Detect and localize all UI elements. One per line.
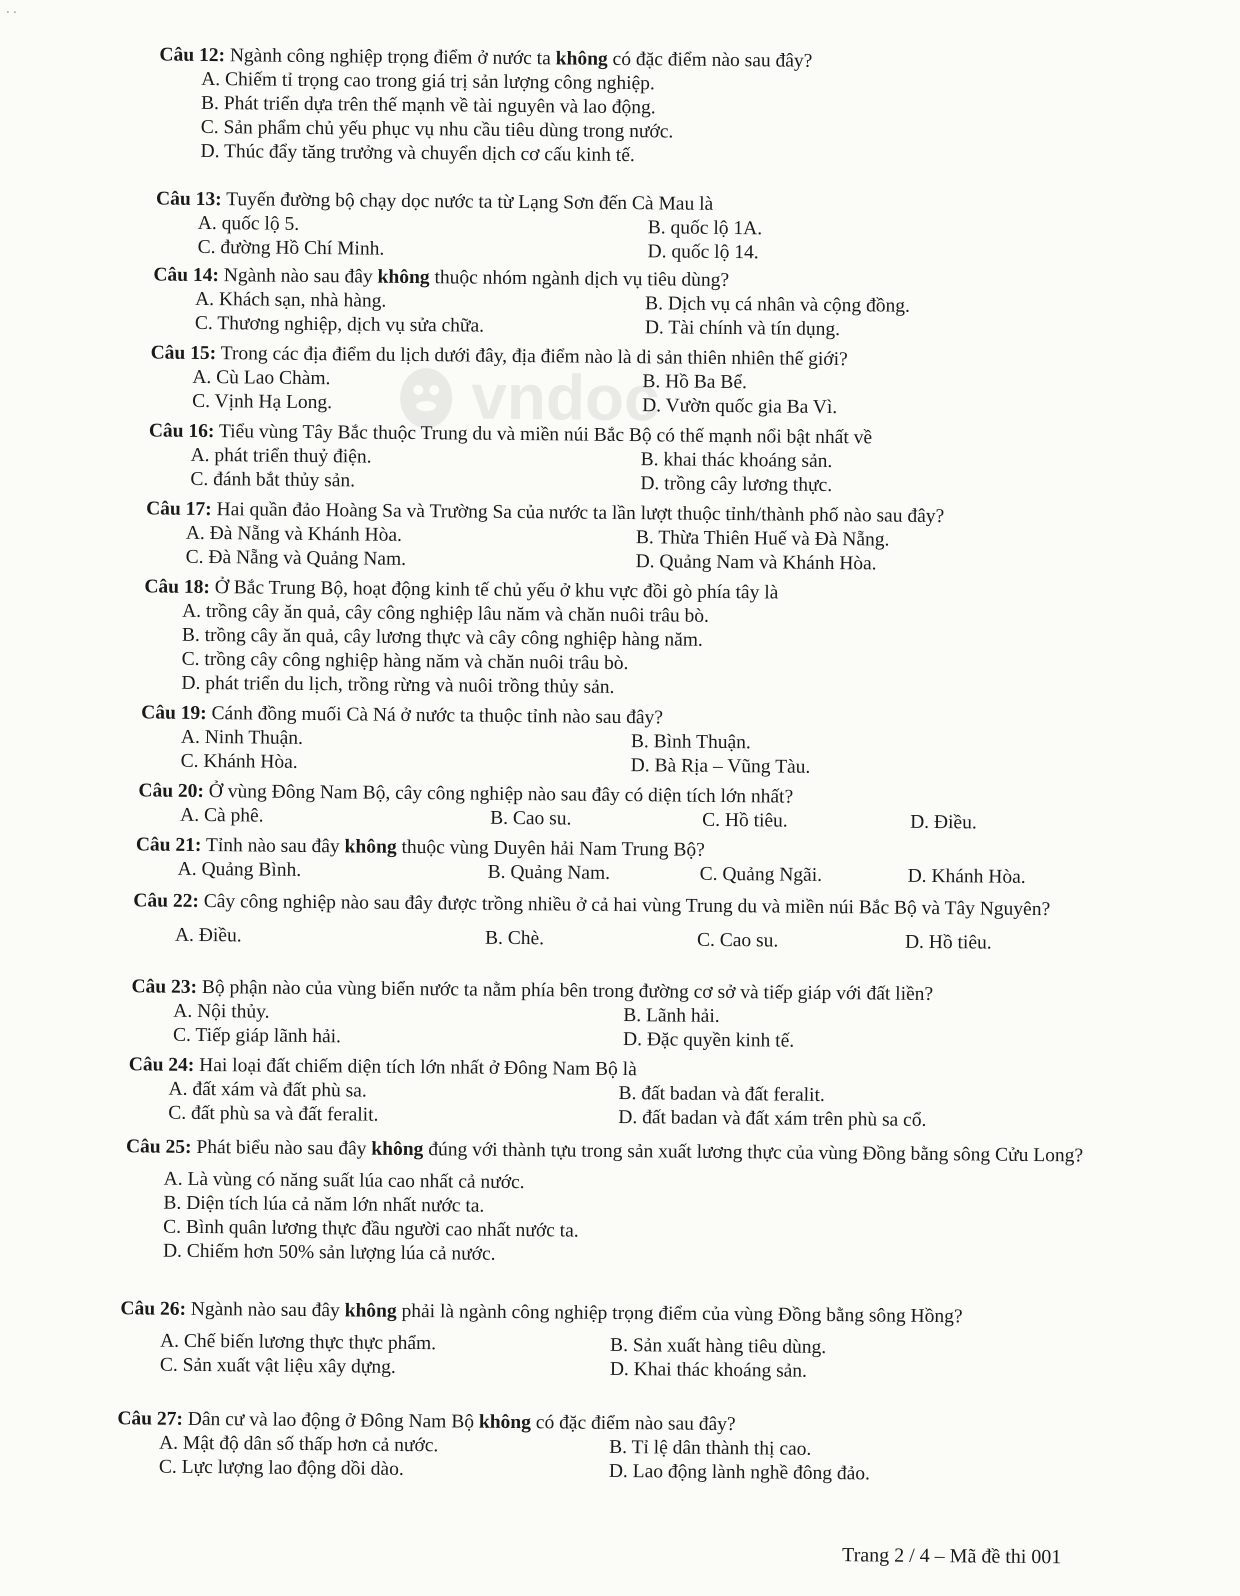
question-label: Câu 22: bbox=[133, 890, 200, 912]
option-b: B. Chè. bbox=[484, 927, 545, 950]
question-12 bbox=[158, 44, 1159, 174]
option-b: B. Diện tích lúa cả năm lớn nhất nước ta. bbox=[163, 1192, 485, 1217]
stem-text: Bộ phận nào của vùng biển nước ta nằm phía bên trong đường cơ sở và tiếp giáp với đất liền? bbox=[201, 976, 934, 1006]
stem-text: Hai quần đảo Hoàng Sa và Trường Sa của nước ta lần lượt thuộc tỉnh/thành phố nào sau đây? bbox=[216, 499, 945, 528]
emphasis-text: không bbox=[377, 266, 430, 289]
emphasis-text: không bbox=[344, 836, 397, 858]
option-a: A. phát triển thuỷ điện. bbox=[190, 444, 372, 468]
question-label: Câu 14: bbox=[153, 264, 220, 287]
question-27 bbox=[117, 1407, 1118, 1489]
option-c: C. Thương nghiệp, dịch vụ sửa chữa. bbox=[194, 312, 485, 337]
question-15 bbox=[150, 341, 1151, 423]
option-c: C. Bình quân lương thực đầu người cao nhất nước ta. bbox=[163, 1216, 579, 1242]
stem-text: có đặc điểm nào sau đây? bbox=[530, 1412, 736, 1436]
option-c: C. Vịnh Hạ Long. bbox=[192, 390, 333, 414]
option-d: D. Hồ tiêu. bbox=[904, 931, 992, 954]
stem-text: Cây công nghiệp nào sau đây được trồng nhiều ở cả hai vùng Trung du và miền núi Bắc Bộ và Tây Nguyên? bbox=[203, 890, 1051, 921]
option-d: D. Khai thác khoáng sản. bbox=[609, 1358, 808, 1382]
question-label: Câu 16: bbox=[148, 420, 215, 443]
stem-text: thuộc nhóm ngành dịch vụ tiêu dùng? bbox=[429, 267, 730, 292]
question-23 bbox=[131, 975, 1132, 1057]
stem-text: phải là ngành công nghiệp trọng điểm của vùng Đồng bằng sông Hồng? bbox=[396, 1300, 963, 1328]
option-a: A. Khách sạn, nhà hàng. bbox=[195, 288, 387, 312]
question-label: Câu 25: bbox=[125, 1136, 192, 1158]
option-c: C. đất phù sa và đất feralit. bbox=[168, 1102, 379, 1126]
option-b: B. khai thác khoáng sản. bbox=[640, 449, 833, 473]
page-footer: Trang 2 / 4 – Mã đề thi 001 bbox=[842, 1544, 1062, 1569]
question-24 bbox=[128, 1053, 1129, 1135]
question-stem bbox=[133, 889, 1113, 922]
option-a: A. Mật độ dân số thấp hơn cả nước. bbox=[159, 1432, 439, 1457]
option-c: C. trồng cây công nghiệp hàng năm và chăn nuôi trâu bò. bbox=[181, 648, 629, 675]
question-label: Câu 15: bbox=[150, 342, 217, 365]
option-a: A. Là vùng có năng suất lúa cao nhất cả nước. bbox=[163, 1168, 525, 1194]
question-13 bbox=[156, 188, 1157, 270]
stem-text: Ngành công nghiệp trọng điểm ở nước ta bbox=[229, 45, 556, 70]
stem-text: Tỉnh nào sau đây bbox=[205, 835, 345, 858]
option-a: A. Điều. bbox=[174, 924, 242, 947]
option-a: A. Cù Lao Chàm. bbox=[192, 366, 331, 390]
question-label: Câu 27: bbox=[117, 1408, 184, 1430]
option-d: D. phát triển du lịch, trồng rừng và nuôi trồng thủy sản. bbox=[181, 672, 615, 698]
stem-text: Trong các địa điểm du lịch dưới đây, địa điểm nào là di sản thiên nhiên thế giới? bbox=[220, 343, 848, 371]
option-c: C. Quảng Ngãi. bbox=[699, 863, 823, 886]
watermark-text: vndoc bbox=[470, 360, 661, 435]
stem-text: Tiểu vùng Tây Bắc thuộc Trung du và miền núi Bắc Bộ có thế mạnh nổi bật nhất về bbox=[218, 421, 873, 449]
option-b: B. trồng cây ăn quả, cây lương thực và cây công nghiệp hàng năm. bbox=[181, 624, 703, 651]
question-label: Câu 18: bbox=[144, 576, 211, 599]
question-label: Câu 26: bbox=[120, 1298, 187, 1320]
stem-text: Hai loại đất chiếm diện tích lớn nhất ở Đông Nam Bộ là bbox=[199, 1054, 637, 1081]
question-label: Câu 12: bbox=[159, 44, 226, 67]
stem-text: thuộc vùng Duyên hải Nam Trung Bộ? bbox=[396, 836, 705, 861]
option-a: A. Đà Nẵng và Khánh Hòa. bbox=[185, 522, 403, 546]
option-a: A. Quảng Bình. bbox=[177, 858, 302, 881]
option-a: A. trồng cây ăn quả, cây công nghiệp lâu năm và chăn nuôi trâu bò. bbox=[182, 600, 710, 627]
question-label: Câu 19: bbox=[141, 702, 207, 725]
question-26 bbox=[120, 1297, 1103, 1386]
emphasis-text: không bbox=[555, 48, 608, 70]
option-d: D. Lao động lành nghề đông đảo. bbox=[608, 1460, 871, 1485]
stem-text: Dân cư và lao động ở Đông Nam Bộ bbox=[187, 1408, 480, 1433]
stem-text: Ngành nào sau đây bbox=[190, 1298, 345, 1322]
question-16 bbox=[148, 419, 1149, 501]
option-a: A. Nội thủy. bbox=[173, 1000, 270, 1023]
scan-margin-mark: · · bbox=[5, 5, 17, 20]
question-25 bbox=[125, 1135, 1108, 1272]
question-label: Câu 20: bbox=[138, 780, 205, 802]
option-b: B. Hồ Ba Bể. bbox=[642, 371, 748, 394]
option-d: D. Vườn quốc gia Ba Vì. bbox=[642, 395, 838, 419]
option-c: C. Hồ tiêu. bbox=[702, 809, 788, 832]
option-c: C. Tiếp giáp lãnh hải. bbox=[172, 1024, 342, 1048]
option-c: C. Sản phẩm chủ yếu phục vụ nhu cầu tiêu dùng trong nước. bbox=[200, 116, 674, 143]
option-d: D. Điều. bbox=[910, 811, 977, 834]
option-d: D. Bà Rịa – Vũng Tàu. bbox=[630, 755, 811, 778]
option-a: A. Ninh Thuận. bbox=[180, 726, 304, 749]
option-c: C. đường Hồ Chí Minh. bbox=[197, 236, 385, 260]
option-d: D. Khánh Hòa. bbox=[907, 865, 1026, 888]
option-c: C. Lực lượng lao động dồi dào. bbox=[158, 1456, 404, 1480]
option-d: D. quốc lộ 14. bbox=[647, 241, 759, 264]
option-b: B. Bình Thuận. bbox=[630, 731, 751, 754]
option-c: C. Cao su. bbox=[696, 929, 779, 952]
question-stem bbox=[120, 1297, 1102, 1330]
question-stem bbox=[126, 1135, 1108, 1168]
stem-text: Ở vùng Đông Nam Bộ, cây công nghiệp nào sau đây có diện tích lớn nhất? bbox=[208, 781, 794, 808]
question-label: Câu 21: bbox=[135, 834, 202, 856]
emphasis-text: không bbox=[478, 1411, 532, 1434]
option-d: D. Đặc quyền kinh tế. bbox=[622, 1029, 795, 1052]
option-b: B. Phát triển dựa trên thế mạnh về tài nguyên và lao động. bbox=[200, 92, 656, 119]
option-b: B. Dịch vụ cá nhân và cộng đồng. bbox=[645, 293, 911, 317]
option-c: C. đánh bắt thủy sản. bbox=[190, 468, 356, 492]
question-label: Câu 23: bbox=[131, 976, 198, 998]
option-c: C. Đà Nẵng và Quảng Nam. bbox=[185, 546, 407, 570]
option-b: B. Thừa Thiên Huế và Đà Nẵng. bbox=[635, 527, 890, 551]
question-label: Câu 13: bbox=[155, 188, 222, 211]
stem-text: đúng với thành tựu trong sản xuất lương thực của vùng Đồng bằng sông Cửu Long? bbox=[423, 1139, 1084, 1167]
stem-text: Phát biểu nào sau đây bbox=[196, 1136, 372, 1160]
option-a: A. Chiếm tỉ trọng cao trong giá trị sản lượng công nghiệp. bbox=[201, 68, 655, 95]
stem-text: Tuyến đường bộ chạy dọc nước ta từ Lạng Sơn đến Cà Mau là bbox=[226, 189, 714, 215]
option-b: B. Tỉ lệ dân thành thị cao. bbox=[609, 1436, 812, 1460]
option-a: A. Cà phê. bbox=[180, 804, 264, 827]
stem-text: Ở Bắc Trung Bộ, hoạt động kinh tế chủ yếu ở khu vực đồi gò phía tây là bbox=[214, 577, 779, 604]
stem-text: Ngành nào sau đây bbox=[223, 265, 378, 288]
question-label: Câu 24: bbox=[128, 1054, 195, 1076]
option-d: D. Chiếm hơn 50% sản lượng lúa cả nước. bbox=[162, 1240, 496, 1265]
option-b: B. Cao su. bbox=[490, 807, 572, 830]
question-19 bbox=[141, 701, 1142, 783]
option-d: D. Quảng Nam và Khánh Hòa. bbox=[635, 551, 877, 575]
option-b: B. Lãnh hải. bbox=[623, 1005, 720, 1027]
question-21 bbox=[136, 833, 1136, 891]
option-d: D. trồng cây lương thực. bbox=[640, 473, 833, 497]
question-22 bbox=[133, 889, 1114, 956]
option-b: B. đất badan và đất feralit. bbox=[618, 1082, 825, 1106]
option-d: D. đất badan và đất xám trên phù sa cổ. bbox=[618, 1106, 927, 1131]
option-b: B. quốc lộ 1A. bbox=[647, 217, 763, 240]
question-18 bbox=[143, 575, 1144, 705]
option-a: A. Chế biến lương thực thực phẩm. bbox=[160, 1330, 437, 1355]
option-a: A. quốc lộ 5. bbox=[197, 212, 300, 235]
question-14 bbox=[153, 263, 1154, 345]
stem-text: Cánh đồng muối Cà Ná ở nước ta thuộc tỉnh nào sau đây? bbox=[211, 703, 664, 729]
option-d: D. Thúc đẩy tăng trưởng và chuyển dịch cơ cấu kinh tế. bbox=[200, 140, 635, 167]
stem-text: có đặc điểm nào sau đây? bbox=[607, 48, 813, 72]
question-17 bbox=[146, 497, 1147, 579]
emphasis-text: không bbox=[344, 1300, 397, 1322]
option-b: B. Quảng Nam. bbox=[487, 861, 611, 884]
question-20 bbox=[138, 779, 1138, 837]
option-d: D. Tài chính và tín dụng. bbox=[644, 317, 841, 341]
emphasis-text: không bbox=[371, 1138, 424, 1161]
option-a: A. đất xám và đất phù sa. bbox=[168, 1078, 367, 1102]
option-c: C. Sản xuất vật liệu xây dựng. bbox=[159, 1354, 396, 1378]
question-label: Câu 17: bbox=[146, 498, 212, 521]
option-b: B. Sản xuất hàng tiêu dùng. bbox=[610, 1334, 827, 1358]
option-c: C. Khánh Hòa. bbox=[180, 750, 298, 773]
